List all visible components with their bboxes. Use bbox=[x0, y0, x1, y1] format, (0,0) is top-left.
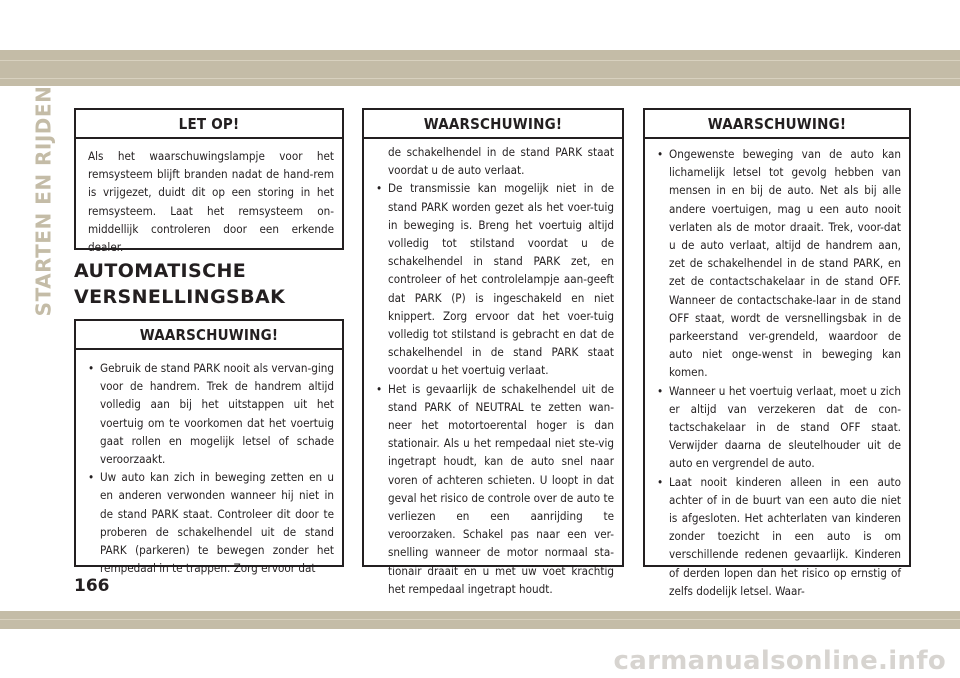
section-title: AUTOMATISCHE VERSNELLINGSBAK bbox=[74, 260, 286, 308]
continuation-text: de schakelhendel in de stand PARK staat voordat u de auto verlaat. bbox=[388, 145, 614, 178]
warning-list-item: • De transmissie kan mogelijk niet in de stand PARK worden gezet als het voer-tuig in beweging is. Breng het voertuig altijd volledig tot stilstand voordat u de schakelhendel in stand PARK zet, en controleer of het controlelampje aan-geeft dat PARK (P) is ingeschakeld en niet knippert. Zorg ervoor dat het voer-tuig volledig tot stilstand is gebracht en dat de schakelhendel in de stand PARK staat voordat u het voertuig verlaat. bbox=[376, 179, 614, 379]
header-band-stripe bbox=[0, 60, 960, 61]
warning-list-item: • Gebruik de stand PARK nooit als vervan-ging voor de handrem. Trek de handrem altijd volledig aan bij het uitstappen uit het voertuig om te voorkomen dat het voertuig gaat rollen en mogelijk letsel of schade veroorzaakt. bbox=[88, 359, 334, 468]
warning-box-transmission bbox=[74, 319, 344, 576]
warning-box-vehicle-movement bbox=[643, 108, 911, 598]
warning-box-transmission-body bbox=[76, 350, 342, 577]
warning-list bbox=[88, 359, 334, 577]
warning-list bbox=[657, 145, 901, 600]
header-band-stripe-lower bbox=[0, 78, 960, 79]
caution-box-text: Als het waarschuwingslampje voor het remsysteem blijft branden nadat de hand-rem is vrijgezet, duidt dit op een storing in het remsysteem. Laat het remsysteem on-middellijk controleren door een erkende dealer. bbox=[88, 149, 334, 255]
warning-box-vehicle-movement-body bbox=[645, 139, 909, 600]
warning-list-item: • Ongewenste beweging van de auto kan lichamelijk letsel tot gevolg hebben van mensen in en bij de auto. Net als bij alle andere voertuigen, mag u een auto nooit verlaten als de motor draait. Trek, voor-dat u de auto verlaat, altijd de handrem aan, zet de schakelhendel in de stand PARK, en zet de contactschakelaar in de stand OFF. Wanneer de contactschake-laar in de stand OFF staat, wordt de versnellingsbak in de parkeerstand ver-grendeld, waardoor de auto niet onge-wenst in beweging kan komen. bbox=[657, 145, 901, 382]
warning-list bbox=[376, 179, 614, 598]
footer-band-stripe bbox=[0, 619, 960, 620]
caution-box bbox=[74, 108, 344, 255]
warning-list-item: • Laat nooit kinderen alleen in een auto achter of in de buurt van een auto die niet is afgesloten. Het achterlaten van kinderen zonder toezicht in een auto is om verschillende redenen gevaarlijk. Kinderen of derden lopen dan het risico op ernstig of zelfs dodelijk letsel. Waar- bbox=[657, 473, 901, 600]
warning-list-item: • Uw auto kan zich in beweging zetten en u en anderen verwonden wanneer hij niet in de stand PARK staat. Controleer dit door te proberen de schakelhendel uit de stand PARK (parkeren) te bewegen zonder het rempedaal in te trappen. Zorg ervoor dat bbox=[88, 468, 334, 577]
caution-box-title: LET OP! bbox=[76, 110, 342, 139]
warning-list-item: • Wanneer u het voertuig verlaat, moet u zich er altijd van verzekeren dat de con-tactschakelaar in de stand OFF staat. Verwijder daarna de sleutelhouder uit de auto en vergrendel de auto. bbox=[657, 382, 901, 473]
warning-box-park bbox=[362, 108, 624, 596]
warning-box-park-title: WAARSCHUWING! bbox=[364, 110, 622, 139]
warning-list-item: • Het is gevaarlijk de schakelhendel uit de stand PARK of NEUTRAL te zetten wan-neer het motortoerental hoger is dan stationair. Als u het rempedaal niet ste-vig ingetrapt houdt, kan de auto snel naar voren of achteren schieten. U loopt in dat geval het risico de controle over de auto te verliezen en een aanrijding te veroorzaken. Schakel pas naar een ver-snelling wanneer de motor normaal sta-tionair draait en u met uw voet krachtig het rempedaal ingetrapt houdt. bbox=[376, 380, 614, 598]
section-side-tab-label: STARTEN EN RIJDEN bbox=[31, 85, 56, 316]
warning-box-transmission-title: WAARSCHUWING! bbox=[76, 321, 342, 350]
watermark: carmanualsonline.info bbox=[613, 646, 946, 676]
section-side-tab bbox=[30, 85, 56, 316]
header-band bbox=[0, 50, 960, 86]
page-number: 166 bbox=[74, 576, 110, 596]
footer-band bbox=[0, 611, 960, 629]
warning-box-vehicle-movement-title: WAARSCHUWING! bbox=[645, 110, 909, 139]
warning-box-park-body bbox=[364, 139, 622, 598]
